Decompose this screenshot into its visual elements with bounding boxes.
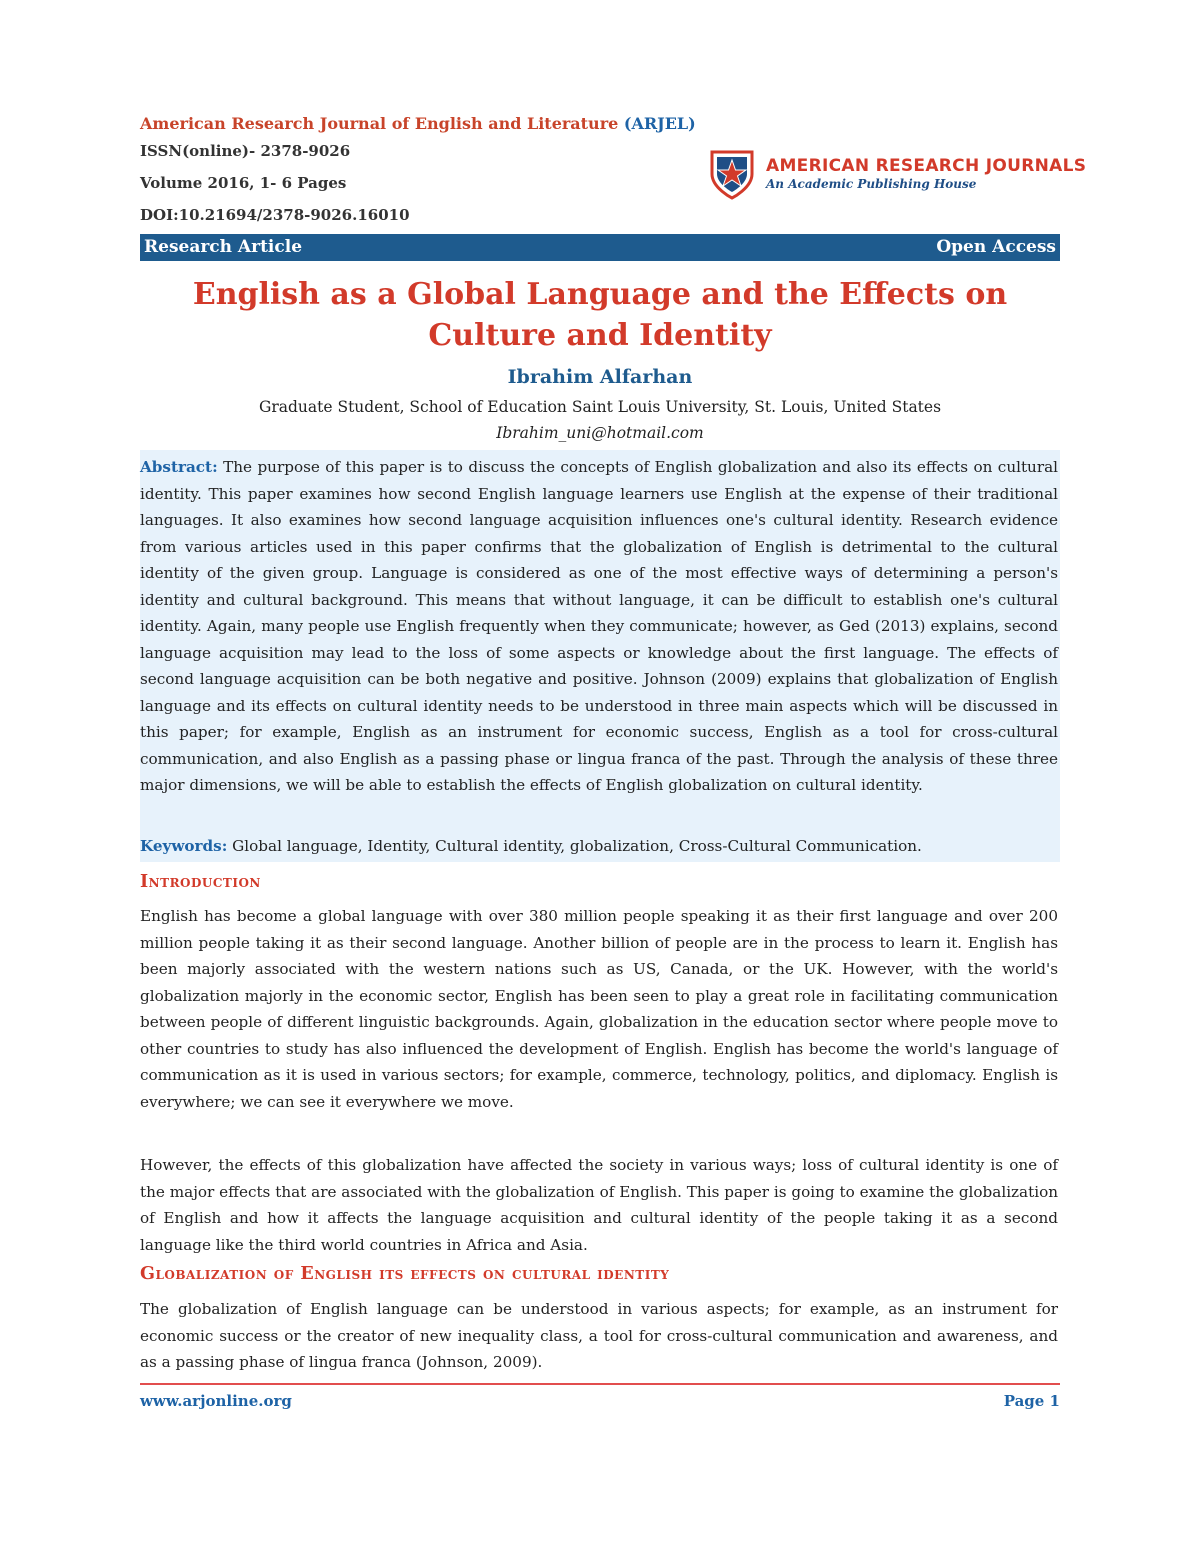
keywords-text: Global language, Identity, Cultural identity, globalization, Cross-Cultural Communication.: [232, 837, 922, 855]
page-number: Page 1: [1003, 1392, 1060, 1410]
journal-abbr: (ARJEL): [623, 114, 696, 133]
introduction-paragraph-2: However, the effects of this globalization have affected the society in various ways; loss of cultural identity is one of the major effects that are associated with the globalization of English. This paper is going to examine the globalization of English and how it affects the language acquisition and cultural identity of the people taking it as a second language like the third world countries in Africa and Asia.: [140, 1156, 1058, 1254]
footer-url[interactable]: www.arjonline.org: [140, 1392, 292, 1410]
abstract: [140, 454, 1058, 799]
issn: ISSN(online)- 2378-9026: [140, 142, 351, 160]
journal-title: American Research Journal of English and Literature: [140, 114, 619, 133]
article-title: English as a Global Language and the Effects on Culture and Identity: [192, 277, 1008, 353]
logo-name: AMERICAN RESEARCH JOURNALS: [766, 156, 1087, 176]
globalization-heading: Globalization of English its effects on cultural identity: [140, 1264, 670, 1284]
logo-tagline: An Academic Publishing House: [766, 177, 977, 191]
footer-divider: [140, 1383, 1060, 1385]
abstract-label: Abstract:: [140, 458, 218, 476]
author-name: Ibrahim Alfarhan: [507, 366, 693, 388]
introduction-paragraph-1: English has become a global language with over 380 million people speaking it as their first language and over 200 million people taking it as their second language. Another billion of people are in the process to learn it. English has been majorly associated with the western nations such as US, Canada, or the UK. However, with the world's globalization majorly in the economic sector, English has been seen to play a great role in facilitating communication between people of different linguistic backgrounds. Again, globalization in the education sector where people move to other countries to study has also influenced the development of English. English has become the world's language of communication as it is used in various sectors; for example, commerce, technology, politics, and diplomacy. English is everywhere; we can see it everywhere we move.: [140, 907, 1058, 1111]
introduction-heading: Introduction: [140, 872, 261, 892]
article-type: Research Article: [144, 237, 303, 257]
keywords-label: Keywords:: [140, 837, 228, 855]
author-affiliation: Graduate Student, School of Education Saint Louis University, St. Louis, United States: [258, 398, 942, 416]
article-banner: [140, 234, 1060, 261]
keywords: [140, 834, 1058, 858]
journal-name: [140, 114, 696, 133]
doi: DOI:10.21694/2378-9026.16010: [140, 206, 410, 224]
volume: Volume 2016, 1- 6 Pages: [140, 174, 347, 192]
access-type: Open Access: [936, 237, 1056, 257]
star-shield-logo-icon: [706, 148, 758, 200]
author-email[interactable]: Ibrahim_uni@hotmail.com: [496, 424, 704, 442]
globalization-paragraph-1: The globalization of English language can be understood in various aspects; for example, as an instrument for economic success or the creator of new inequality class, a tool for cross-cultural communication and awareness, and as a passing phase of lingua franca (Johnson, 2009).: [140, 1300, 1058, 1371]
abstract-text: The purpose of this paper is to discuss the concepts of English globalization and also its effects on cultural identity. This paper examines how second English language learners use English at the expense of their traditional languages. It also examines how second language acquisition influences one's cultural identity. Research evidence from various articles used in this paper confirms that the globalization of English is detrimental to the cultural identity of the given group. Language is considered as one of the most effective ways of determining a person's identity and cultural background. This means that without language, it can be difficult to establish one's cultural identity. Again, many people use English frequently when they communicate; however, as Ged (2013) explains, second language acquisition may lead to the loss of some aspects or knowledge about the first language. The effects of second language acquisition can be both negative and positive. Johnson (2009) explains that globalization of English language and its effects on cultural identity needs to be understood in three main aspects which will be discussed in this paper; for example, English as an instrument for economic success, English as a tool for cross-cultural communication, and also English as a passing phase or lingua franca of the past. Through the analysis of these three major dimensions, we will be able to establish the effects of English globalization on cultural identity.: [140, 458, 1059, 794]
publisher-logo: [706, 148, 1087, 200]
